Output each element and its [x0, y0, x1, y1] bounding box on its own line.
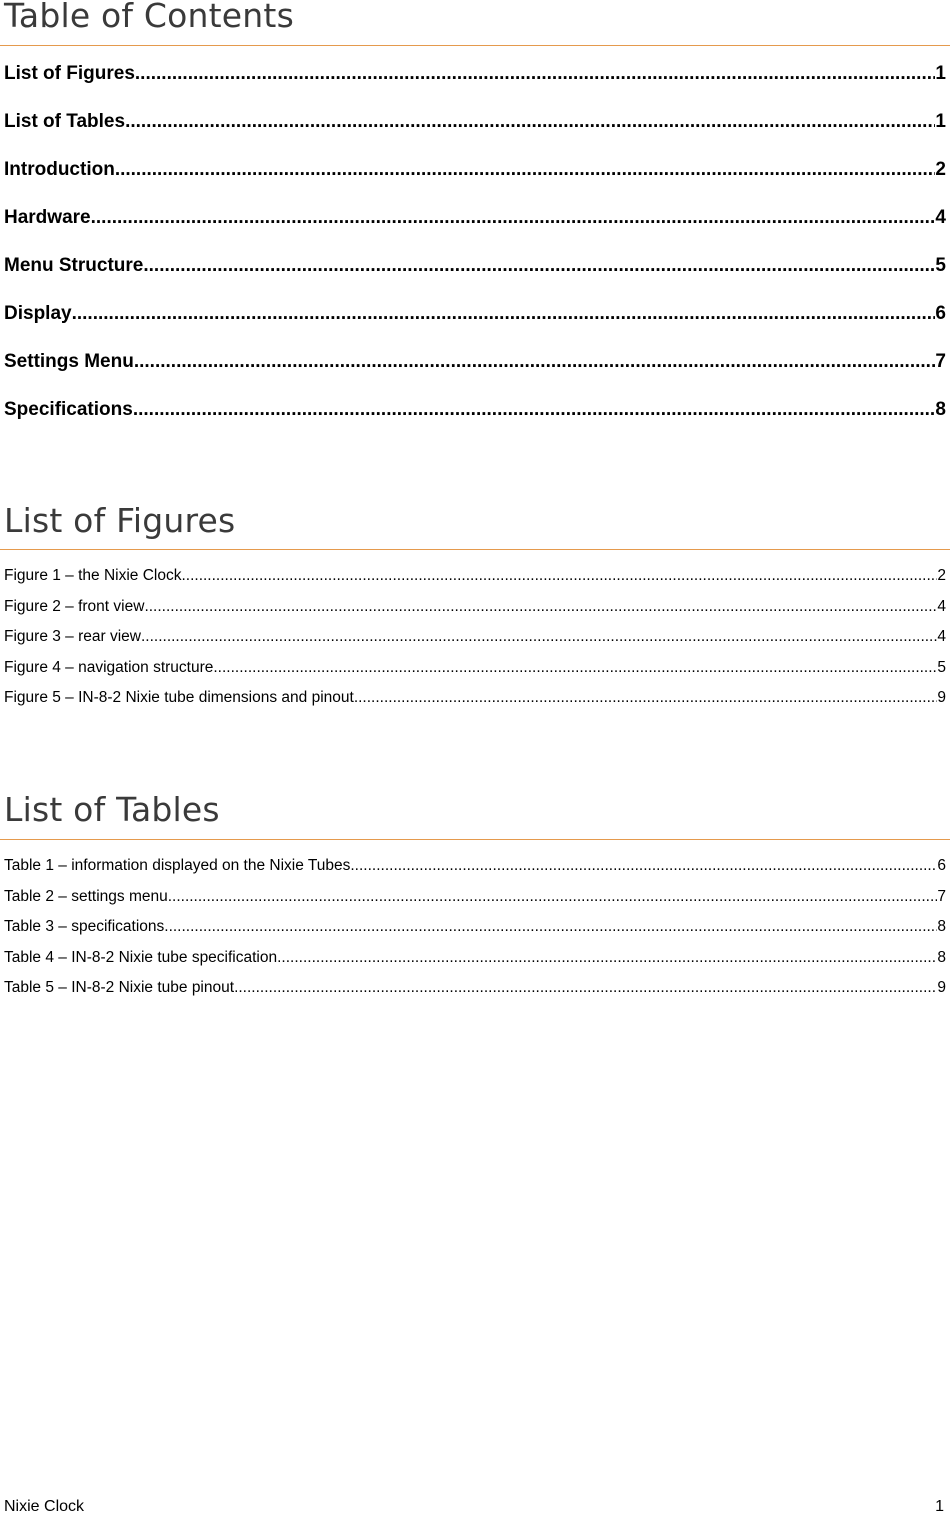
toc-entry-label: Menu Structure	[4, 255, 144, 276]
dot-leader	[141, 628, 937, 646]
table-entry-page: 8	[937, 948, 946, 966]
figure-entry-page: 2	[937, 567, 946, 584]
toc-entry-page: 1	[935, 63, 946, 84]
tables-heading-rule	[0, 839, 950, 840]
toc-entry-page: 5	[935, 255, 946, 276]
table-entry-page: 7	[937, 887, 946, 905]
table-entry[interactable]	[4, 857, 946, 888]
figure-entry-label: Figure 2 – front view	[4, 597, 145, 615]
table-entry-page: 6	[937, 857, 946, 874]
toc-list	[4, 63, 946, 447]
table-entry-page: 9	[937, 979, 946, 997]
dot-leader	[144, 598, 937, 616]
toc-entry-menu-structure[interactable]	[4, 255, 946, 303]
dot-leader	[91, 207, 936, 229]
dot-leader	[125, 111, 935, 133]
toc-entry-introduction[interactable]	[4, 159, 946, 207]
toc-entry-label: List of Tables	[4, 111, 126, 132]
tables-heading: List of Tables	[4, 790, 220, 829]
table-entry-label: Table 4 – IN-8-2 Nixie tube specification	[4, 948, 278, 966]
toc-entry-label: Specifications	[4, 399, 133, 420]
table-entry[interactable]	[4, 949, 946, 980]
toc-entry-page: 8	[935, 399, 946, 420]
dot-leader	[234, 979, 937, 997]
toc-entry-hardware[interactable]	[4, 207, 946, 255]
figure-entry-page: 5	[937, 658, 946, 676]
figure-entry-label: Figure 5 – IN-8-2 Nixie tube dimensions and pinout	[4, 689, 354, 707]
toc-heading-rule	[0, 45, 950, 46]
dot-leader	[133, 399, 936, 421]
toc-entry-specifications[interactable]	[4, 399, 946, 447]
figures-heading: List of Figures	[4, 501, 236, 540]
toc-entry-label: Introduction	[4, 159, 115, 180]
figure-entry[interactable]	[4, 659, 946, 690]
toc-entry-label: Hardware	[4, 207, 91, 228]
figure-entry[interactable]	[4, 598, 946, 629]
figures-heading-rule	[0, 549, 950, 550]
figures-list	[4, 567, 946, 720]
table-entry-label: Table 5 – IN-8-2 Nixie tube pinout	[4, 979, 235, 997]
footer-document-name: Nixie Clock	[4, 1498, 85, 1515]
figure-entry[interactable]	[4, 628, 946, 659]
figure-entry-label: Figure 1 – the Nixie Clock	[4, 567, 182, 584]
toc-entry-page: 7	[935, 351, 946, 372]
toc-entry-page: 6	[935, 303, 946, 324]
toc-heading: Table of Contents	[4, 0, 294, 35]
dot-leader	[350, 857, 937, 875]
toc-entry-label: Settings Menu	[4, 351, 134, 372]
toc-entry-page: 4	[935, 207, 946, 228]
toc-entry-label: List of Figures	[4, 63, 135, 84]
table-entry-label: Table 1 – information displayed on the Nixie Tubes	[4, 857, 351, 874]
dot-leader	[135, 63, 936, 85]
footer-page-number: 1	[935, 1498, 944, 1515]
dot-leader	[164, 918, 937, 936]
dot-leader	[115, 159, 936, 181]
toc-entry-page: 1	[935, 111, 946, 132]
figure-entry-label: Figure 4 – navigation structure	[4, 658, 214, 676]
figure-entry-label: Figure 3 – rear view	[4, 628, 141, 646]
dot-leader	[277, 949, 937, 967]
figure-entry-page: 9	[937, 689, 946, 707]
table-entry[interactable]	[4, 888, 946, 919]
table-entry[interactable]	[4, 979, 946, 1010]
table-entry-label: Table 2 – settings menu	[4, 887, 168, 905]
dot-leader	[213, 659, 937, 677]
toc-entry-list-of-tables[interactable]	[4, 111, 946, 159]
table-entry-page: 8	[937, 918, 946, 936]
dot-leader	[143, 255, 935, 277]
toc-entry-page: 2	[935, 159, 946, 180]
toc-entry-list-of-figures[interactable]	[4, 63, 946, 111]
dot-leader	[168, 888, 938, 906]
dot-leader	[181, 567, 937, 585]
figure-entry-page: 4	[937, 628, 946, 646]
figure-entry[interactable]	[4, 689, 946, 720]
toc-entry-label: Display	[4, 303, 72, 324]
figure-entry[interactable]	[4, 567, 946, 598]
tables-list	[4, 857, 946, 1010]
table-entry-label: Table 3 – specifications	[4, 918, 165, 936]
toc-entry-settings-menu[interactable]	[4, 351, 946, 399]
dot-leader	[134, 351, 936, 373]
toc-entry-display[interactable]	[4, 303, 946, 351]
table-entry[interactable]	[4, 918, 946, 949]
figure-entry-page: 4	[937, 597, 946, 615]
dot-leader	[354, 689, 938, 707]
dot-leader	[72, 303, 936, 325]
